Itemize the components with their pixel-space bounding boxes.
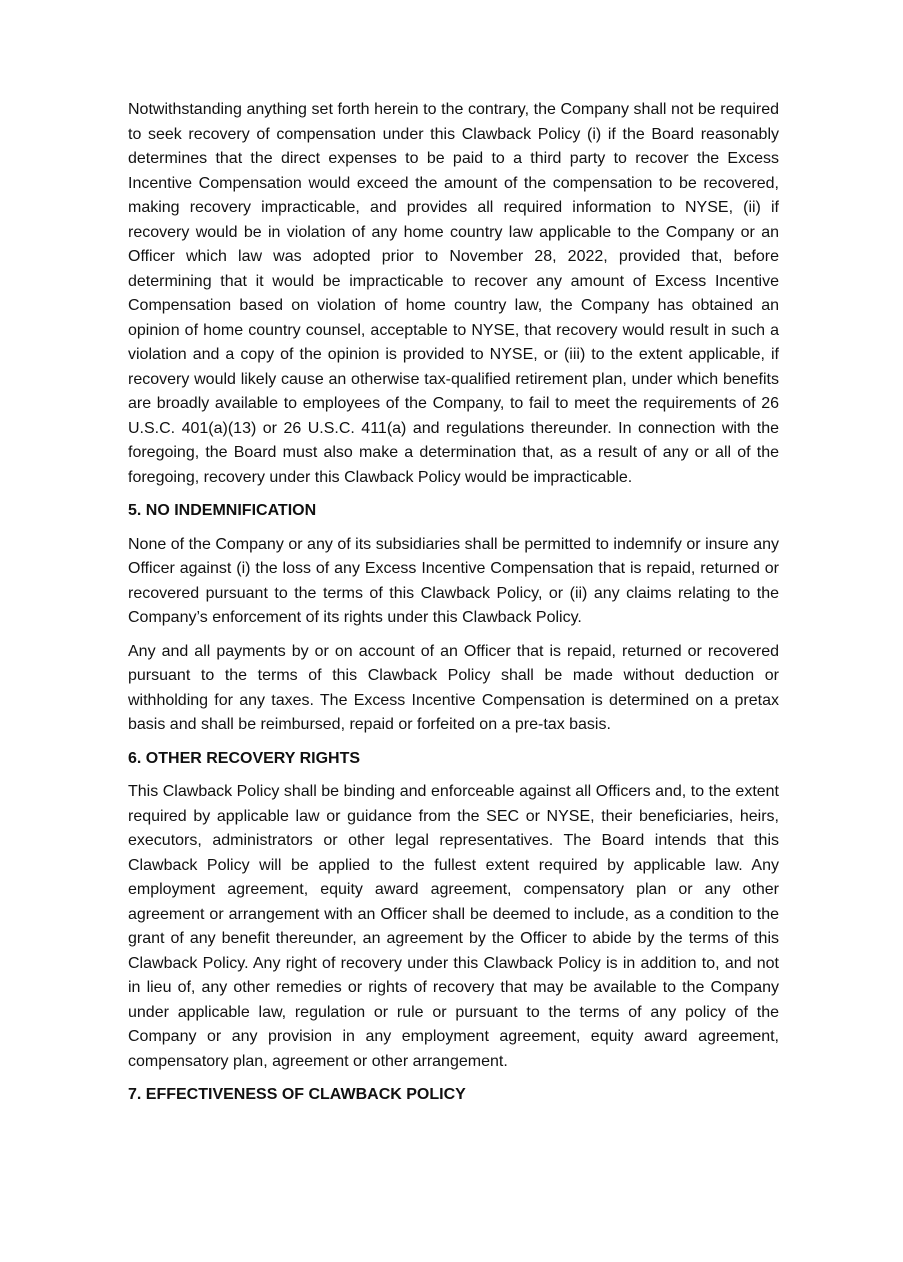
section-heading-effectiveness: 7. EFFECTIVENESS OF CLAWBACK POLICY: [128, 1086, 466, 1103]
paragraph-other-recovery-rights: This Clawback Policy shall be binding and enforceable against all Officers and, to the extent required by applicable law or guidance from the SEC or NYSE, their beneficiaries, heirs, executors, administrators or other legal representatives. The Board intends that this Clawback Policy will be applied to the fullest extent required by applicable law. Any employment agreement, equity award agreement, compensatory plan or any other agreement or arrangement with an Officer shall be deemed to include, as a condition to the grant of any benefit thereunder, an agreement by the Officer to abide by the terms of this Clawback Policy. Any right of recovery under this Clawback Policy is in addition to, and not in lieu of, any other remedies or rights of recovery that may be available to the Company under applicable law, regulation or rule or pursuant to the terms of any policy of the Company or any provision in any employment agreement, equity award agreement, compensatory plan, agreement or other arrangement.: [128, 783, 779, 1070]
paragraph-impracticability-exception: Notwithstanding anything set forth herein to the contrary, the Company shall not be required to seek recovery of compensation under this Clawback Policy (i) if the Board reasonably determines that the direct expenses to be paid to a third party to recover the Excess Incentive Compensation would exceed the amount of the compensation to be recovered, making recovery impracticable, and provides all required information to NYSE, (ii) if recovery would be in violation of any home country law applicable to the Company or an Officer which law was adopted prior to November 28, 2022, provided that, before determining that it would be impracticable to recover any amount of Excess Incentive Compensation based on violation of home country law, the Company has obtained an opinion of home country counsel, acceptable to NYSE, that recovery would result in such a violation and a copy of the opinion is provided to NYSE, or (iii) to the extent applicable, if recovery would likely cause an otherwise tax-qualified retirement plan, under which benefits are broadly available to employees of the Company, to fail to meet the requirements of 26 U.S.C. 401(a)(13) or 26 U.S.C. 411(a) and regulations thereunder. In connection with the foregoing, the Board must also make a determination that, as a result of any or all of the foregoing, recovery under this Clawback Policy would be impracticable.: [128, 101, 779, 486]
section-heading-no-indemnification: 5. NO INDEMNIFICATION: [128, 502, 317, 519]
paragraph-no-indemnification: None of the Company or any of its subsidiaries shall be permitted to indemnify or insure any Officer against (i) the loss of any Excess Incentive Compensation that is repaid, returned or recovered pursuant to the terms of this Clawback Policy, or (ii) any claims relating to the Company’s enforcement of its rights under this Clawback Policy.: [128, 535, 779, 626]
section-heading-other-recovery-rights: 6. OTHER RECOVERY RIGHTS: [128, 749, 361, 767]
document-page: [128, 98, 779, 1117]
paragraph-tax-treatment: Any and all payments by or on account of an Officer that is repaid, returned or recovered pursuant to the terms of this Clawback Policy shall be made without deduction or withholding for any taxes. The Excess Incentive Compensation is determined on a pretax basis and shall be reimbursed, repaid or forfeited on a pre-tax basis.: [128, 642, 779, 733]
